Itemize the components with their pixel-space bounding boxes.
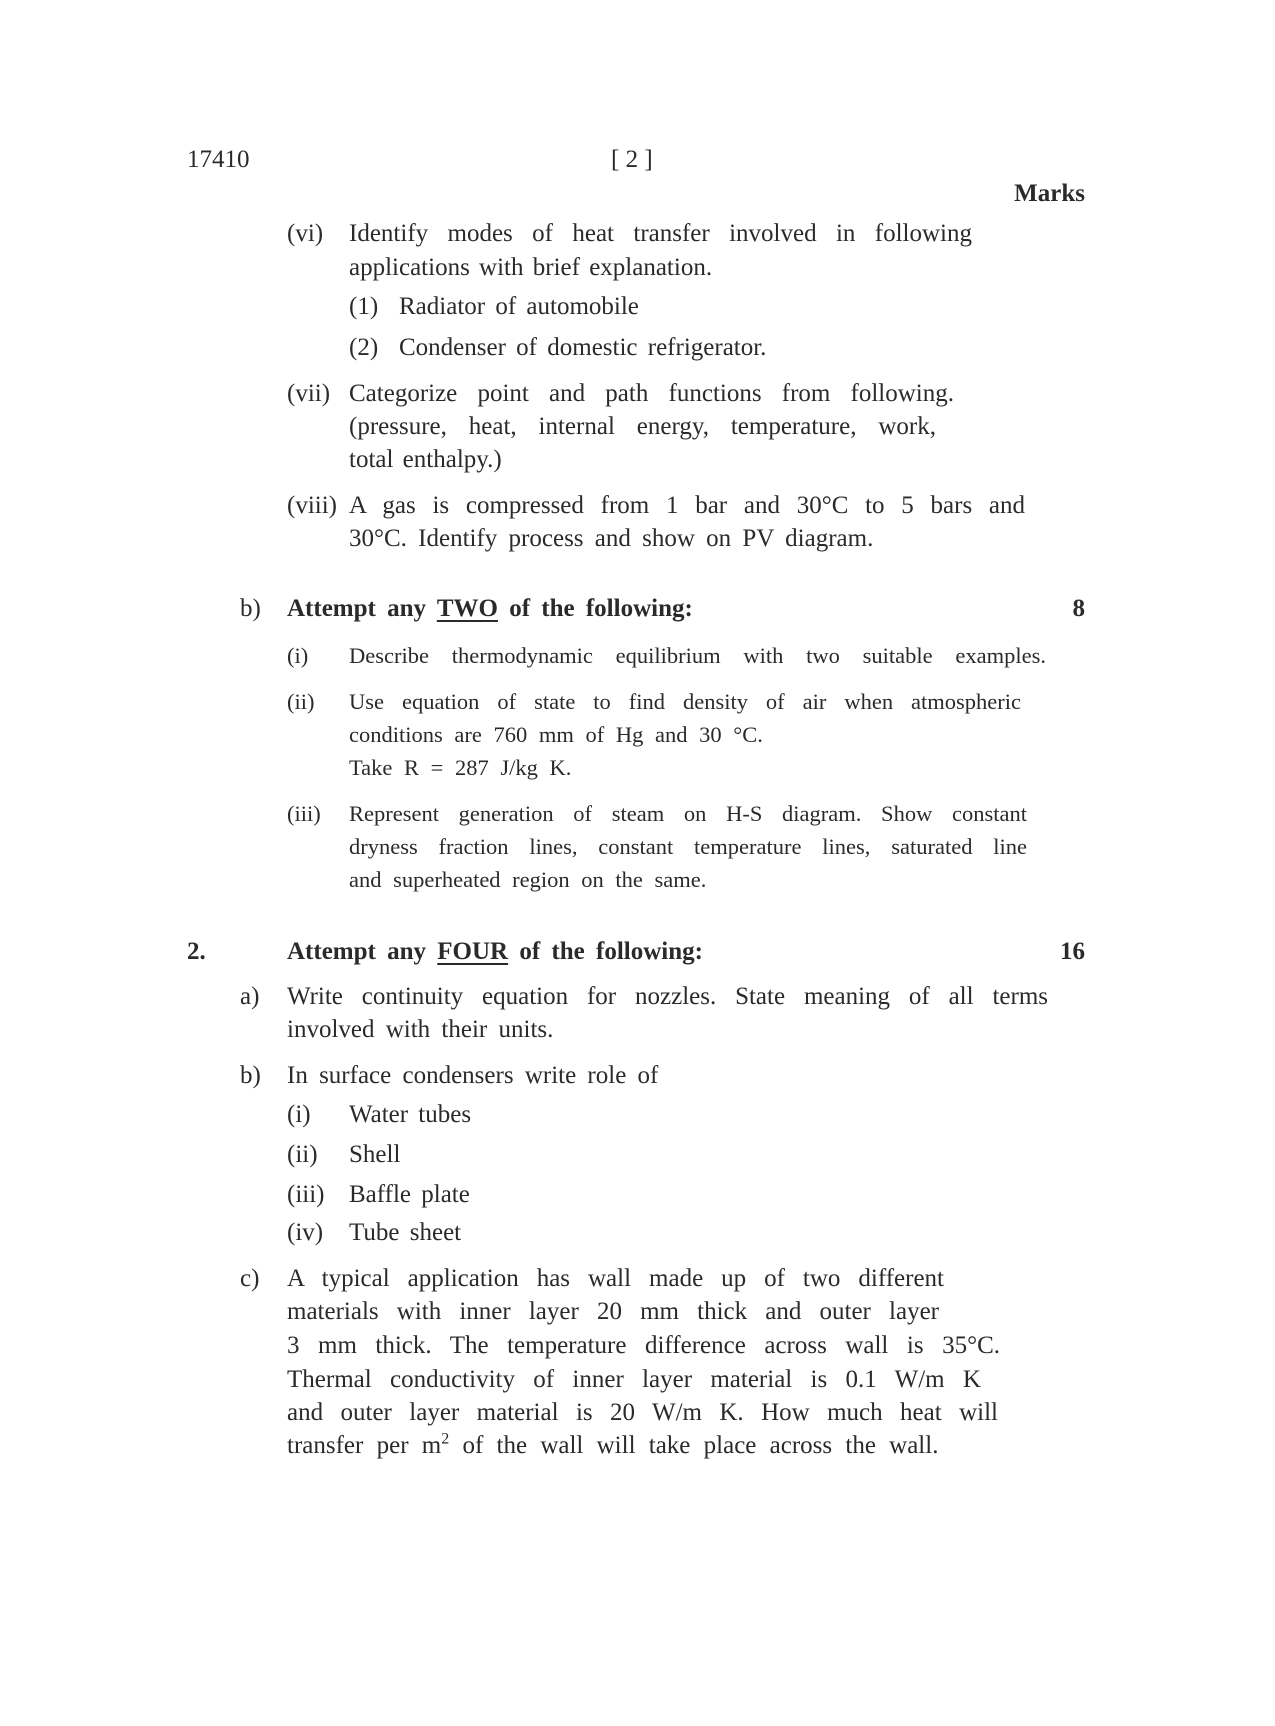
question-line: Identify modes of heat transfer involved in following (349, 220, 972, 247)
sub-text: Water tubes (349, 1101, 472, 1128)
item-number: (ii) (287, 689, 315, 714)
question-line: A gas is compressed from 1 bar and 30°C to 5 bars and (349, 492, 1025, 519)
question-line: applications with brief explanation. (349, 254, 713, 281)
question-line: Categorize point and path functions from following. (349, 380, 954, 407)
item-number: (iii) (287, 801, 321, 826)
part-label: b) (240, 1062, 261, 1089)
question-line: Write continuity equation for nozzles. State meaning of all terms (287, 983, 1048, 1010)
marks-heading: Marks (1014, 180, 1085, 207)
sub-number: (1) (349, 293, 379, 320)
heading-post: of the following: (509, 595, 693, 622)
question-line: A typical application has wall made up of two different (287, 1265, 944, 1292)
question-line: conditions are 760 mm of Hg and 30 °C. (349, 722, 763, 747)
sub-number: (ii) (287, 1141, 318, 1168)
question-line: and superheated region on the same. (349, 867, 707, 892)
part-label: c) (240, 1265, 260, 1292)
paper-code: 17410 (187, 146, 250, 173)
line-text: of the wall will take place across the wall. (462, 1432, 939, 1459)
part-label: b) (240, 595, 261, 622)
page-number: [ 2 ] (611, 146, 653, 173)
sub-text: Tube sheet (349, 1219, 462, 1246)
question-line: Thermal conductivity of inner layer material is 0.1 W/m K (287, 1366, 981, 1393)
question-line: 3 mm thick. The temperature difference across wall is 35°C. (287, 1332, 1000, 1359)
question-line: materials with inner layer 20 mm thick and outer layer (287, 1298, 939, 1325)
marks-value: 8 (1072, 595, 1085, 622)
question-line: Use equation of state to find density of air when atmospheric (349, 689, 1021, 714)
part-heading (287, 594, 693, 624)
item-number: (vi) (287, 220, 324, 247)
question-line: Represent generation of steam on H-S diagram. Show constant (349, 801, 1027, 826)
question-line: and outer layer material is 20 W/m K. How much heat will (287, 1399, 998, 1426)
sub-number: (iii) (287, 1181, 325, 1208)
question-line: (pressure, heat, internal energy, temperature, work, (349, 413, 936, 440)
sub-text: Baffle plate (349, 1181, 470, 1208)
heading-pre: Attempt any (287, 938, 427, 965)
question-heading (287, 937, 703, 967)
line-text: transfer per m (287, 1432, 442, 1459)
question-line: total enthalpy.) (349, 446, 502, 473)
sub-text: Shell (349, 1141, 401, 1168)
question-line: Take R = 287 J/kg K. (349, 755, 572, 780)
heading-post: of the following: (519, 938, 703, 965)
heading-key: FOUR (437, 938, 509, 965)
superscript: 2 (441, 1430, 450, 1448)
sub-number: (i) (287, 1101, 311, 1128)
sub-number: (2) (349, 334, 379, 361)
heading-key: TWO (436, 595, 498, 622)
part-label: a) (240, 983, 260, 1010)
sub-number: (iv) (287, 1219, 324, 1246)
item-number: (viii) (287, 492, 337, 519)
question-line: dryness fraction lines, constant temperature lines, saturated line (349, 834, 1027, 859)
item-number: (i) (287, 643, 309, 668)
sub-text: Radiator of automobile (399, 293, 639, 320)
heading-pre: Attempt any (287, 595, 427, 622)
sub-text: Condenser of domestic refrigerator. (399, 334, 767, 361)
question-line: In surface condensers write role of (287, 1062, 659, 1089)
question-line: involved with their units. (287, 1016, 554, 1043)
marks-value: 16 (1060, 938, 1085, 965)
question-line (287, 1431, 938, 1461)
question-line: 30°C. Identify process and show on PV diagram. (349, 525, 874, 552)
question-line: Describe thermodynamic equilibrium with two suitable examples. (349, 643, 1046, 668)
question-number: 2. (187, 938, 206, 965)
item-number: (vii) (287, 380, 331, 407)
